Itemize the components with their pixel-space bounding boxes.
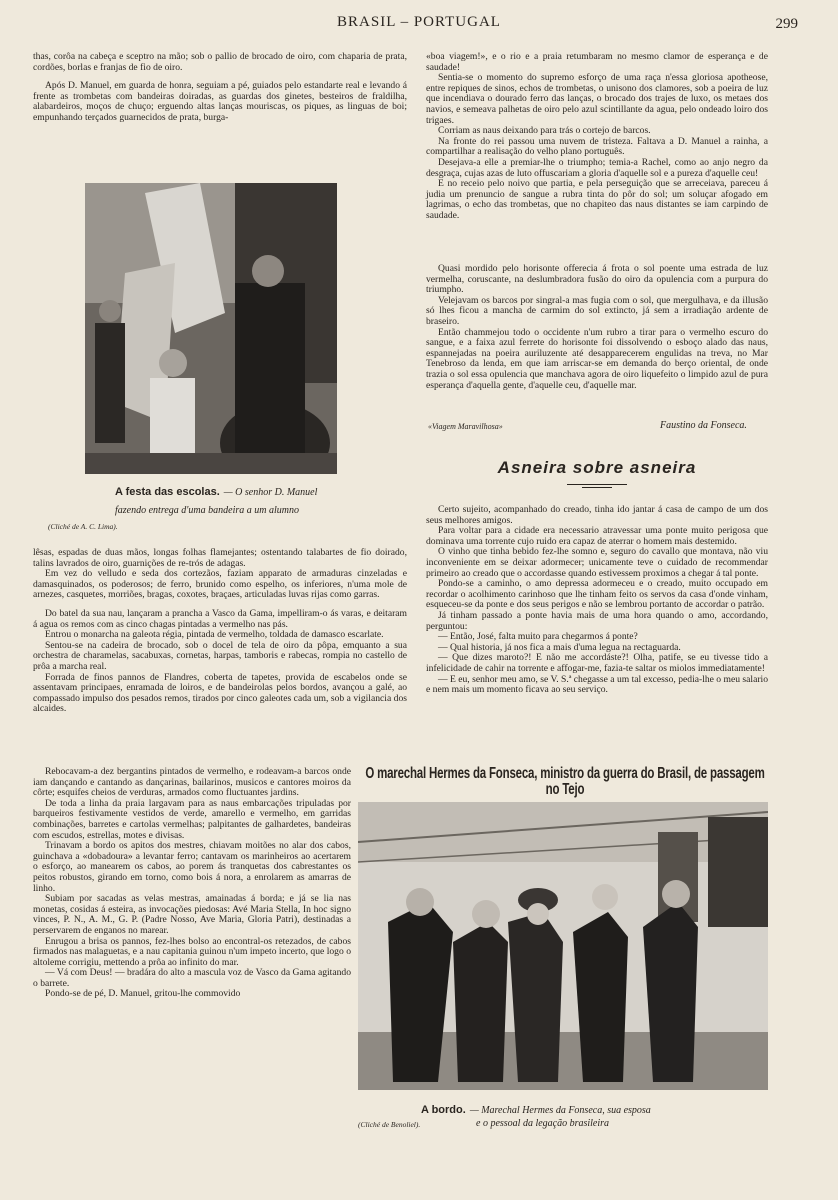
paragraph: Do batel da sua nau, lançaram a prancha a Vasco da Gama, impelliram-o ás varas, e deitaram á agua os remos com as cinco chagas pintadas a vermelho nas pás. (33, 607, 407, 630)
caption-title: A bordo. (421, 1104, 466, 1116)
title-rule (567, 484, 627, 485)
caption-text: — Marechal Hermes da Fonseca, sua esposa (469, 1105, 651, 1116)
paragraph: O vinho que tinha bebido fez-lhe somno e, seguro do cavallo que montava, não viu inconveniente em se deixar adormecer; unicamente teve o cuidado de recommendar primeiro ao creado que o accordasse quando estivessem proximos a chegar á tal ponte. (426, 546, 768, 579)
caption-text-continued: e o pessoal da legação brasileira (476, 1118, 610, 1129)
paragraph: Certo sujeito, acompanhado do creado, tinha ido jantar á casa de campo de um dos seus melhores amigos. (426, 504, 768, 526)
left-bottom-text (33, 548, 407, 715)
paragraph: — Que dizes maroto?! E não me accordáste?! Olha, patife, se eu tivesse tido a infelicidade de cahir na torrente e affogar-me, fazia-te saltar os miolos immediatamente! (426, 652, 768, 674)
paragraph: Rebocavam-a dez bergantins pintados de vermelho, e rodeavam-a barcos onde iam dançando e cantando as dançarinas, bailarinos, musicos e cantores moiros da côrte; esquifes cheios de verduras, armados como fluctuantes jardins. (33, 766, 351, 799)
paragraph: E no receio pelo noivo que partia, e pela perseguição que se arreceiava, pareceu á judia um prenuncio de sangue a rubra tinta do pôr do sol; um soluçar afogado em lagrimas, o echo das trombetas, que no chapiteo das naus distantes se iam carpindo de saudade. (426, 178, 768, 221)
paragraph: Pondo-se a caminho, o amo depressa adormeceu e o creado, muito occupado em recordar o acolhimento carinhoso que lhe tinham feito os servos da casa d'onde vinham, esqueceu-se da ponte e dos seus perigos e não se lembrou portanto de accordar o patrão. (426, 578, 768, 611)
paragraph: Quasi mordido pelo horisonte offerecia á frota o sol poente uma estrada de luz vermelha, coruscante, na deslumbradora fusão do oiro da opulencia com a purpura do triumpho. (426, 263, 768, 296)
section-heading-block (426, 458, 768, 488)
page-header-title: BRASIL – PORTUGAL (337, 14, 501, 30)
paragraph: «boa viagem!», e o rio e a praia retumbaram no mesmo clamor de esperança e de saudade! (426, 51, 768, 73)
paragraph: Trinavam a bordo os apitos dos mestres, chiavam moitões no alar dos cabos, guinchava a «dobadoura» a levantar ferro; cantavam os marinheiros ao acertarem o esforço, ao manearem os cabos, ao porem ás tranquetas dos cabrestantes os peitos robustos, girando em torno, como bois á nora, a enrolarem as amarras de linho. (33, 840, 351, 894)
paragraph: — Então, José, falta muito para chegarmos á ponte? (438, 631, 638, 643)
paragraph: — E eu, senhor meu amo, se V. S.ª chegasse a um tal excesso, pedia-lhe o meu salario e nem mais um momento ficava ao seu serviço. (426, 673, 768, 696)
paragraph: Então chammejou todo o occidente n'um rubro a tirar para o vermelho escuro do sangue, e a faixa azul ferrete do horisonte foi dissolvendo o esboço alado das naus, espannejadas na poeira auriluzente até desapparecerem engulidas na treva, no Mar Tenebroso da lenda, em que iam arriscar-se em demanda do berço oriental, de onde trazia o sol essa opulencia que manchava agora de oiro liquefeito o limpido azul de pura esperança d'aquella gente, d'aquelle ceu, d'aquelle mar. (426, 326, 768, 391)
photo-credit: (Cliché de Benoliel). (358, 1120, 421, 1129)
title-rule-short (582, 487, 612, 488)
paragraph: Velejavam os barcos por singral-a mas fugia com o sol, que mergulhava, e da illusão só lhes ficou a mancha de carmim do sol extincto, já sem a irradiação ardente de braseiro. (426, 294, 768, 327)
caption-text: — O senhor D. Manuel fazendo entrega d'uma bandeira a um alumno (115, 487, 318, 516)
paragraph: Na fronte do rei passou uma nuvem de tristeza. Faltava a D. Manuel a rainha, a compartilhar a realisação do velho plano português. (426, 135, 768, 158)
paragraph: Forrada de finos pannos de Flandres, coberta de tapetes, provida de escabelos onde se assentavam principaes, enramada de loiros, e de bandeirolas pelos bordos, avançou a galé, ao compassado impulso dos pesados remos, tirados por cinco galeotes cada um, sob a vigilancia dos alcaides. (33, 671, 407, 715)
paragraph: Corriam as naus deixando para trás o cortejo de barcos. (438, 125, 651, 137)
paragraph: Após D. Manuel, em guarda de honra, seguiam a pé, guiados pelo estandarte real e levando á frente as trombetas com bandeiras doiradas, as guardas dos ginetes, besteiros de fraldilha, alabardeiros, moços de chuço; erguendo altas lanças mouriscas, os piques, as linguas de boi; empunhando terçados guarnecidos de prata, burga- (33, 80, 407, 123)
right-mid-text (426, 264, 768, 391)
source-reference: «Viagem Maravilhosa» (428, 422, 503, 431)
paragraph: Subiam por sacadas as velas mestras, amainadas á borda; e já se lia nas monetas, cosidas á esteira, as invocações piedosas: Avé Maria Stella, In hoc signo vinces, P. N., A. M., G. P. (Padre Nosso, Ave Maria, Gloria Patri), destinadas a perservarem de enganos no marear. (33, 893, 351, 936)
paragraph: Em vez do velludo e seda dos cortezãos, faziam apparato de armaduras cinzeladas e damasquinados, os poderosos; de ferro, brunido como espelho, os inferiores, n'uma mole de arnezes, casquetes, morriões, bragas, coxotes, braçaes, articuladas luvas rijas como garras. (33, 568, 407, 601)
paragraph: Enrugou a brisa os pannos, fez-lhes bolso ao encontral-os retezados, de cabos firmados nas malaguetas, e a nau capitania guinou n'um impeto incerto, que logo o altoleme corrigiu, mettendo a prôa ao infinito do mar. (33, 935, 351, 968)
bottom-photo-title: O marechal Hermes da Fonseca, ministro da guerra do Brasil, de passagem no Tejo (365, 765, 765, 799)
page-number: 299 (775, 16, 798, 32)
paragraph: — Vá com Deus! — bradára do alto a mascula voz de Vasco da Gama agitando o barrete. (33, 967, 351, 989)
paragraph: Já tinham passado a ponte havia mais de uma hora quando o amo, accordando, perguntou: (426, 609, 768, 632)
photo-image (358, 802, 768, 1090)
paragraph: lêsas, espadas de duas mãos, longas folhas flamejantes; ostentando talabartes de fio doirado, talins lavrados de oiro, guarnições de re-trós de adagas. (33, 547, 407, 569)
paragraph: Entrou o monarcha na galeota régia, pintada de vermelho, toldada de damasco escarlate. (45, 629, 384, 641)
photo-festa-das-escolas (85, 183, 337, 474)
photo-image (85, 183, 337, 474)
author-signature: Faustino da Fonseca. (660, 420, 747, 431)
photo-marechal-hermes (358, 802, 768, 1090)
paragraph: Sentou-se na cadeira de brocado, sob o docel de tela de oiro da pôpa, emquanto a sua orchestra de charamelas, sacabuxas, cornetas, harpas, tamboris e rabecas, rompia no castello de prôa a marcha real. (33, 639, 407, 672)
paragraph: Pondo-se de pé, D. Manuel, gritou-lhe commovido (45, 988, 241, 1000)
left-top-text (33, 52, 407, 124)
left-photo-caption (48, 482, 345, 531)
paragraph: Sentia-se o momento do supremo esforço de uma raça n'essa gloriosa apotheose, entre repiques de sinos, echos de trombetas, o unisono dos clamores, sob a poeira de luz que incendiava o dourado ferro das lanças, o brocado dos trajes de luxo, os metaes dos navios, e semeava palhetas de oiro pelo azul scintillante da agua, pelo ondeado loiro dos trigaes. (426, 72, 768, 126)
right-top-text (426, 52, 768, 222)
paragraph: — Qual historia, já nos fica a mais d'uma legua na rectaguarda. (438, 641, 681, 653)
photo-credit: (Cliché de A. C. Lima). (48, 522, 118, 531)
bottom-photo-caption (358, 1100, 768, 1132)
right-section-text (426, 505, 768, 696)
paragraph: De toda a linha da praia largavam para as naus embarcações tripuladas por barqueiros festivamente vestidos de verde, amarello e vermelho, em garridas combinações, barretes e cartolas vermelhas; palpitantes de galhardetes, bandeiras com escudos, estrellas, motes e divisas. (33, 797, 351, 841)
section-title: Asneira sobre asneira (497, 458, 697, 477)
left-bottom-narrow-text (33, 767, 351, 1000)
paragraph: thas, corôa na cabeça e sceptro na mão; sob o pallio de brocado de oiro, com chaparia de prata, cordões, borlas e franjas de fio de oiro. (33, 51, 407, 73)
paragraph: Para voltar para a cidade era necessario atravessar uma ponte muito perigosa que dominava uma torrente cujo ruido era capaz de aterrar o homem mais destemido. (426, 525, 768, 547)
caption-title: A festa das escolas. (115, 486, 220, 498)
paragraph: Desejava-a elle a premiar-lhe o triumpho; temia-a Rachel, como ao anjo negro da desgraça, cujas azas de luto offuscariam a gloria d'aquelle sol e a pureza d'aquelle ceu! (426, 156, 768, 179)
